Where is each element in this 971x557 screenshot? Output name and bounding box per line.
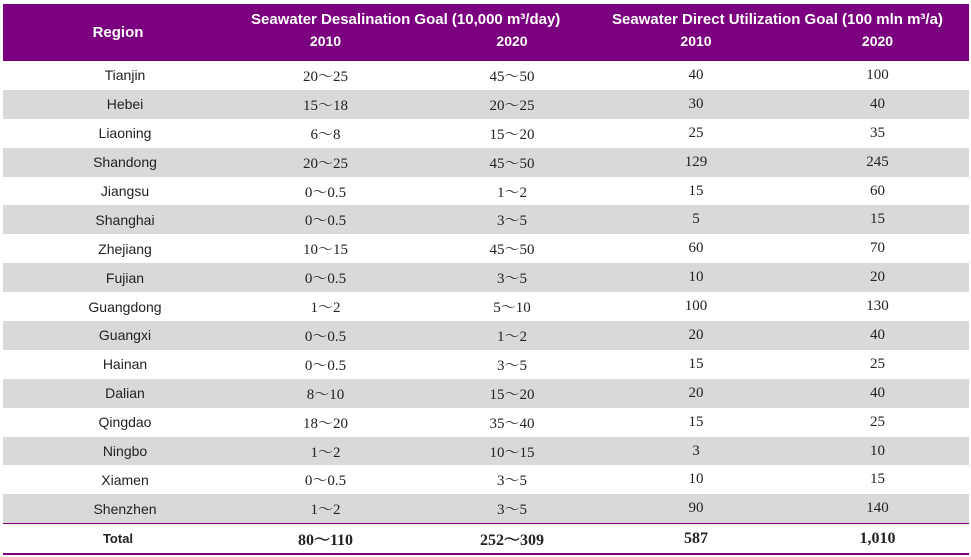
- util-2010-cell: 100: [684, 298, 708, 315]
- table-row: [3, 234, 969, 263]
- table-body: [3, 61, 969, 554]
- desal-2020-cell: 3～5: [418, 494, 606, 523]
- util-2010-cell: 20: [606, 321, 786, 350]
- desal-2020-cell: 45～50: [418, 148, 606, 177]
- desalination-group-header: [233, 4, 606, 31]
- year-header-desal-2020: 2020: [418, 31, 606, 61]
- region-cell: [3, 90, 233, 119]
- table-row: [3, 350, 969, 379]
- region-label: Dalian: [105, 385, 145, 402]
- util-2010-cell: 20: [606, 379, 786, 408]
- util-2010-cell: 5: [606, 205, 786, 234]
- desal-2010-cell: 0～0.5: [233, 263, 418, 292]
- region-header: Region: [3, 4, 233, 61]
- desal-2020-cell: 3～5: [496, 473, 527, 490]
- desal-2020-cell: 1～2: [418, 321, 606, 350]
- table-row: [3, 119, 969, 148]
- region-label: Fujian: [105, 269, 145, 286]
- desal-2020-cell: 20～25: [418, 90, 606, 119]
- region-cell: [3, 205, 233, 234]
- util-2020-cell: 130: [866, 298, 889, 315]
- region-cell: [3, 321, 233, 350]
- util-2010-cell: 30: [606, 90, 786, 119]
- table-row: [3, 494, 969, 523]
- region-cell: [3, 61, 233, 90]
- total-desal-2020: 252～309: [418, 524, 606, 554]
- util-2020-cell: 20: [786, 263, 969, 292]
- region-label: Xiamen: [101, 471, 149, 488]
- year-header-desal-2010: 2010: [233, 31, 418, 61]
- region-cell: [3, 494, 233, 523]
- util-2010-cell: 10: [606, 263, 786, 292]
- desal-2020-cell: 5～10: [493, 300, 531, 317]
- util-2010-cell: 15: [688, 355, 704, 372]
- util-2020-cell: 245: [786, 148, 969, 177]
- region-label: Tianjin: [104, 67, 146, 84]
- region-label: Ningbo: [102, 443, 148, 460]
- region-label: Shenzhen: [93, 500, 157, 517]
- region-label: Guangxi: [98, 327, 152, 344]
- desal-2010-cell: 1～2: [310, 300, 341, 317]
- total-util-2020: 1,010: [786, 524, 969, 554]
- util-2010-cell: 3: [606, 437, 786, 466]
- region-label: Zhejiang: [98, 240, 152, 257]
- util-2020-cell: 10: [786, 437, 969, 466]
- util-2010-cell: 129: [606, 148, 786, 177]
- util-2010-cell: 15: [688, 182, 704, 199]
- total-util-2010: 587: [606, 524, 786, 554]
- region-cell: [3, 408, 233, 437]
- desal-2010-cell: 0～0.5: [304, 184, 347, 201]
- region-cell: [3, 234, 233, 263]
- util-2010-cell: 15: [688, 413, 704, 430]
- region-cell: [3, 148, 233, 177]
- util-2020-cell: 15: [786, 205, 969, 234]
- desal-2020-cell: 3～5: [418, 205, 606, 234]
- region-label: Hebei: [106, 96, 144, 113]
- desal-2010-cell: 0～0.5: [304, 473, 347, 490]
- desal-2010-cell: 6～8: [310, 126, 341, 143]
- region-label: Shanghai: [95, 211, 155, 228]
- desal-2020-cell: 15～20: [489, 126, 535, 143]
- desal-2010-cell: 20～25: [233, 148, 418, 177]
- table-row: [3, 90, 969, 119]
- region-cell: [3, 177, 233, 206]
- util-2020-cell: 60: [870, 182, 885, 199]
- table-row: [3, 205, 969, 234]
- table-row: [3, 292, 969, 321]
- table-row: [3, 263, 969, 292]
- region-cell: [3, 437, 233, 466]
- table-row: [3, 465, 969, 494]
- desal-2020-cell: 45～50: [489, 242, 535, 259]
- util-2020-cell: 25: [870, 355, 885, 372]
- util-2010-cell: 90: [606, 494, 786, 523]
- desal-2020-cell: 35～40: [489, 415, 535, 432]
- util-2020-cell: 15: [870, 471, 885, 488]
- region-label: Liaoning: [98, 125, 152, 142]
- util-2020-cell: 40: [786, 379, 969, 408]
- total-label: Total: [3, 524, 233, 554]
- region-label: Guangdong: [88, 298, 162, 315]
- region-cell: [3, 292, 233, 321]
- util-2020-cell: 25: [870, 413, 885, 430]
- desal-2010-cell: 0～0.5: [304, 357, 347, 374]
- util-2010-cell: 25: [688, 124, 704, 141]
- util-2020-cell: 40: [786, 90, 969, 119]
- header-row-groups: [3, 4, 969, 31]
- table-row: [3, 379, 969, 408]
- table-row: [3, 408, 969, 437]
- total-row: [3, 524, 969, 554]
- region-label: Qingdao: [98, 414, 152, 431]
- desal-2020-cell: 15～20: [418, 379, 606, 408]
- util-2020-cell: 40: [786, 321, 969, 350]
- region-cell: [3, 119, 233, 148]
- util-2010-cell: 60: [688, 240, 704, 257]
- region-cell: [3, 350, 233, 379]
- goals-table: [3, 4, 969, 555]
- desal-2020-cell: 3～5: [496, 357, 527, 374]
- util-2020-cell: 35: [870, 124, 885, 141]
- util-2010-cell: 40: [688, 66, 704, 83]
- region-cell: [3, 379, 233, 408]
- year-header-util-2020: 2020: [786, 31, 969, 61]
- desal-2010-cell: 1～2: [233, 437, 418, 466]
- table-row: [3, 61, 969, 90]
- desal-2020-cell: 1～2: [496, 184, 527, 201]
- region-label: Jiangsu: [100, 183, 150, 199]
- desal-2020-cell: 3～5: [418, 263, 606, 292]
- table-row: [3, 321, 969, 350]
- direct-utilization-group-header: [606, 4, 969, 31]
- desal-2020-cell: 45～50: [489, 68, 535, 85]
- region-cell: [3, 263, 233, 292]
- table-row: [3, 148, 969, 177]
- desal-2010-cell: 15～18: [233, 90, 418, 119]
- desal-2010-cell: 0～0.5: [233, 321, 418, 350]
- util-2010-cell: 10: [688, 471, 704, 488]
- desal-2020-cell: 10～15: [418, 437, 606, 466]
- table-row: [3, 177, 969, 206]
- util-2020-cell: 100: [866, 66, 889, 83]
- desal-2010-cell: 1～2: [233, 494, 418, 523]
- region-label: Shandong: [93, 154, 157, 171]
- desal-2010-cell: 10～15: [302, 242, 348, 259]
- region-cell: [3, 465, 233, 494]
- desal-2010-cell: 0～0.5: [233, 205, 418, 234]
- util-2020-cell: 140: [786, 494, 969, 523]
- desal-2010-cell: 18～20: [302, 415, 348, 432]
- desal-2010-cell: 8～10: [233, 379, 418, 408]
- util-2020-cell: 70: [870, 240, 885, 257]
- year-header-util-2010: 2010: [606, 31, 786, 61]
- region-label: Hainan: [102, 356, 148, 373]
- direct-utilization-group-title: Seawater Direct Utilization Goal (100 mln m³/a): [612, 11, 943, 28]
- table-row: [3, 437, 969, 466]
- desalination-group-title: Seawater Desalination Goal (10,000 m³/day): [251, 11, 561, 28]
- total-desal-2010: 80～110: [233, 524, 418, 554]
- desal-2010-cell: 20～25: [302, 68, 348, 85]
